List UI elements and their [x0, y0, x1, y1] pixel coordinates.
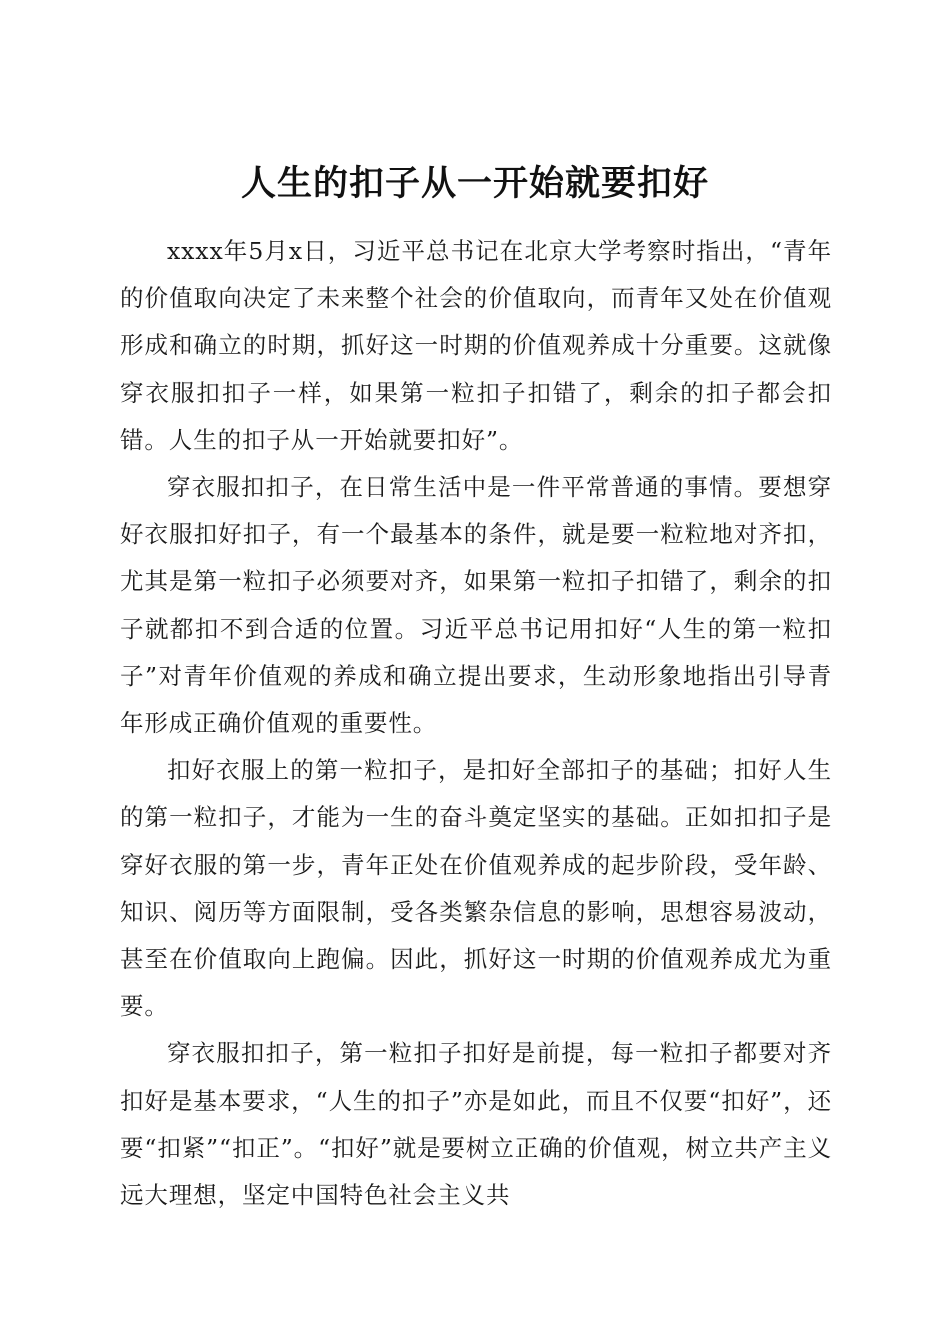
paragraph-3: 扣好衣服上的第一粒扣子，是扣好全部扣子的基础；扣好人生的第一粒扣子，才能为一生的奋斗奠定坚实的基础。正如扣扣子是穿好衣服的第一步，青年正处在价值观养成的起步阶段，受年龄、知识、阅历等方面限制，受各类繁杂信息的影响，思想容易波动，甚至在价值取向上跑偏。因此，抓好这一时期的价值观养成尤为重要。: [120, 756, 832, 1021]
document-body: [120, 228, 832, 1219]
paragraph-2: 穿衣服扣扣子，在日常生活中是一件平常普通的事情。要想穿好衣服扣好扣子，有一个最基本的条件，就是要一粒粒地对齐扣，尤其是第一粒扣子必须要对齐，如果第一粒扣子扣错了，剩余的扣子就都扣不到合适的位置。习近平总书记用扣好“人生的第一粒扣子”对青年价值观的养成和确立提出要求，生动形象地指出引导青年形成正确价值观的重要性。: [120, 473, 832, 738]
paragraph-1: xxxx年5月x日，习近平总书记在北京大学考察时指出，“青年的价值取向决定了未来整个社会的价值取向，而青年又处在价值观形成和确立的时期，抓好这一时期的价值观养成十分重要。这就像穿衣服扣扣子一样，如果第一粒扣子扣错了，剩余的扣子都会扣错。人生的扣子从一开始就要扣好”。: [120, 237, 832, 454]
paragraph-4: 穿衣服扣扣子，第一粒扣子扣好是前提，每一粒扣子都要对齐扣好是基本要求，“人生的扣子”亦是如此，而且不仅要“扣好”，还要“扣紧”“扣正”。“扣好”就是要树立正确的价值观，树立共产主义远大理想，坚定中国特色社会主义共: [120, 1039, 832, 1210]
document-title: 人生的扣子从一开始就要扣好: [240, 163, 709, 205]
